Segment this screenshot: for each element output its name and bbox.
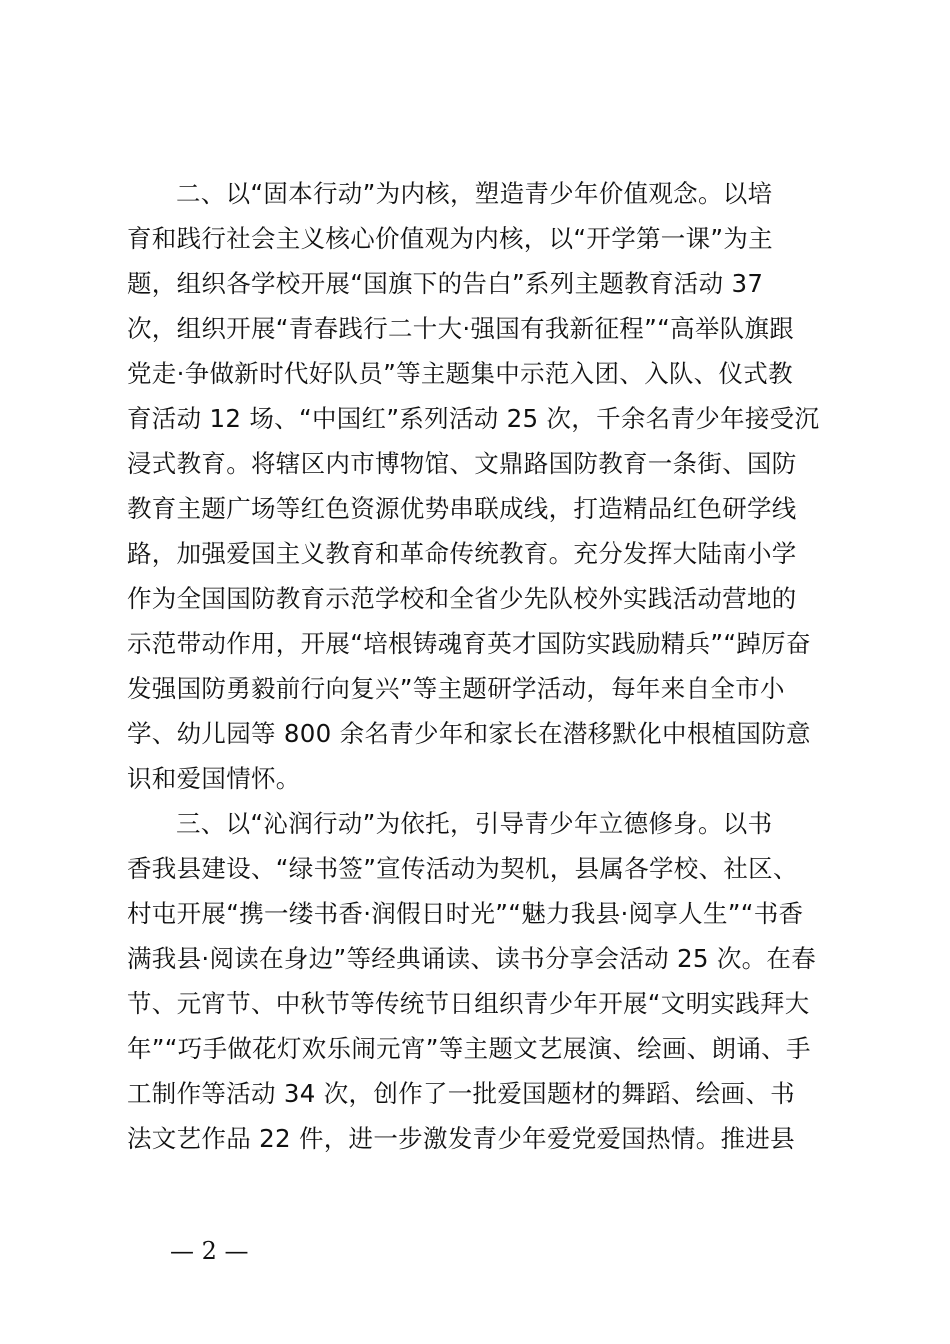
paragraph-2 <box>127 171 827 801</box>
text-line: 学、幼儿园等 800 余名青少年和家长在潜移默化中根植国防意 <box>127 719 811 748</box>
text-line: 三、以“沁润行动”为依托，引导青少年立德修身。以书 <box>176 809 773 838</box>
text-line: 育活动 12 场、“中国红”系列活动 25 次，千余名青少年接受沉 <box>127 404 820 433</box>
text-line: 教育主题广场等红色资源优势串联成线，打造精品红色研学线 <box>127 494 797 523</box>
text-line: 发强国防勇毅前行向复兴”等主题研学活动，每年来自全市小 <box>127 674 785 703</box>
text-line: 村屯开展“携一缕书香·润假日时光”“魅力我县·阅享人生”“书香 <box>127 899 804 928</box>
page-number: — 2 — <box>170 1237 249 1265</box>
text-line: 年”“巧手做花灯欢乐闹元宵”等主题文艺展演、绘画、朗诵、手 <box>127 1034 811 1063</box>
text-line: 二、以“固本行动”为内核，塑造青少年价值观念。以培 <box>176 179 773 208</box>
text-line: 法文艺作品 22 件，进一步激发青少年爱党爱国热情。推进县 <box>127 1124 795 1153</box>
text-line: 识和爱国情怀。 <box>127 764 301 793</box>
text-line: 党走·争做新时代好队员”等主题集中示范入团、入队、仪式教 <box>127 359 793 388</box>
body-text <box>127 171 827 1161</box>
text-line: 节、元宵节、中秋节等传统节日组织青少年开展“文明实践拜大 <box>127 989 810 1018</box>
text-line: 次，组织开展“青春践行二十大·强国有我新征程”“高举队旗跟 <box>127 314 795 343</box>
paragraph-3 <box>127 801 827 1161</box>
text-line: 题，组织各学校开展“国旗下的告白”系列主题教育活动 37 <box>127 269 764 298</box>
text-line: 浸式教育。将辖区内市博物馆、文鼎路国防教育一条街、国防 <box>127 449 797 478</box>
text-line: 作为全国国防教育示范学校和全省少先队校外实践活动营地的 <box>127 584 797 613</box>
text-line: 路，加强爱国主义教育和革命传统教育。充分发挥大陆南小学 <box>127 539 797 568</box>
text-line: 工制作等活动 34 次，创作了一批爱国题材的舞蹈、绘画、书 <box>127 1079 795 1108</box>
text-line: 示范带动作用，开展“培根铸魂育英才国防实践励精兵”“踔厉奋 <box>127 629 811 658</box>
text-line: 香我县建设、“绿书签”宣传活动为契机，县属各学校、社区、 <box>127 854 798 883</box>
text-line: 满我县·阅读在身边”等经典诵读、读书分享会活动 25 次。在春 <box>127 944 817 973</box>
text-line: 育和践行社会主义核心价值观为内核，以“开学第一课”为主 <box>127 224 773 253</box>
